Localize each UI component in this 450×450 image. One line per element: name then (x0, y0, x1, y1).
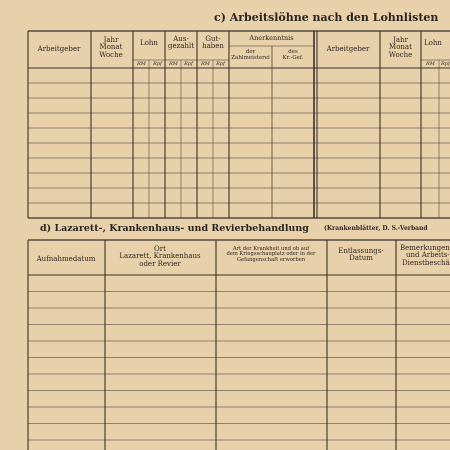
header-ausgezahlt (165, 36, 197, 51)
header-gezahlt: gezahlt (167, 42, 195, 51)
header-entl-l1: Entlassungs- (338, 247, 384, 255)
unit-rpf: Rpf (216, 61, 225, 67)
header-des-krgef (272, 50, 314, 62)
header-des: des (288, 49, 298, 55)
header-art-l1: Art der Krankheit und ob auf (232, 246, 310, 252)
header-art-l2: dem Kriegsschauplatz oder in der (226, 251, 316, 258)
header-art-der-krankheit (216, 247, 326, 263)
header-jahr-monat-woche (91, 37, 131, 59)
unit-rm: RM (169, 61, 178, 67)
header-monat: Monat (389, 43, 412, 52)
header-haben: haben (202, 42, 224, 51)
header-monat: Monat (99, 43, 123, 52)
header-woche: Woche (388, 50, 413, 59)
header-entl-l2: Datum (349, 254, 373, 263)
header-aufnahmedatum: Aufnahmedatum (36, 255, 96, 263)
header-bem-l1: Bemerkungen (400, 244, 450, 252)
header-jahr: Jahr (103, 36, 119, 44)
header-arbeitgeber: Arbeitgeber (37, 45, 81, 53)
header-entlassungsdatum (327, 248, 395, 263)
unit-rpf: Rpf (153, 61, 162, 67)
header-ort-l3: oder Revier (139, 259, 181, 268)
header-ort-l2: Lazarett, Krankenhaus (119, 252, 201, 261)
header-bemerkungen (396, 245, 450, 267)
header-lohn-right: Lohn (424, 39, 442, 47)
header-art-l3: Gefangenschaft erworben (236, 256, 306, 263)
header-bem-l2: und Arbeits- (406, 251, 450, 260)
header-gut: Gut- (205, 35, 221, 43)
header-der-zahlmeisterei (229, 50, 272, 62)
unit-rm: RM (201, 61, 210, 67)
header-arbeitgeber-right: Arbeitgeber (326, 45, 370, 53)
unit-rpf: Rpf (184, 61, 193, 67)
header-ort (105, 246, 215, 268)
section-d-title: d) Lazarett-, Krankenhaus- und Revierbehandlung (40, 223, 309, 234)
unit-rm: RM (137, 61, 146, 67)
header-guthaben (197, 36, 229, 51)
header-bem-l3: Dienstbeschä (402, 258, 450, 267)
section-c-title: c) Arbeitslöhne nach den Lohnlisten (214, 11, 439, 24)
header-zahlmeisterei: Zahlmeisterei (231, 54, 270, 61)
header-lohn: Lohn (140, 39, 158, 47)
header-aus: Aus- (173, 35, 189, 43)
section-d-subtitle: (Krankenblätter, D. S.-Verband (324, 225, 428, 232)
header-ort-l1: Ort (154, 245, 166, 253)
header-krgef: Kr.-Gef. (282, 54, 304, 61)
header-anerkenntnis: Anerkenntnis (249, 34, 294, 42)
unit-rm: RM (426, 61, 435, 67)
header-der: der (245, 49, 256, 55)
header-jahr-monat-woche-right (380, 37, 421, 59)
unit-rpf: Rpf (441, 61, 450, 67)
header-woche: Woche (99, 50, 123, 59)
header-jahr: Jahr (393, 36, 408, 44)
